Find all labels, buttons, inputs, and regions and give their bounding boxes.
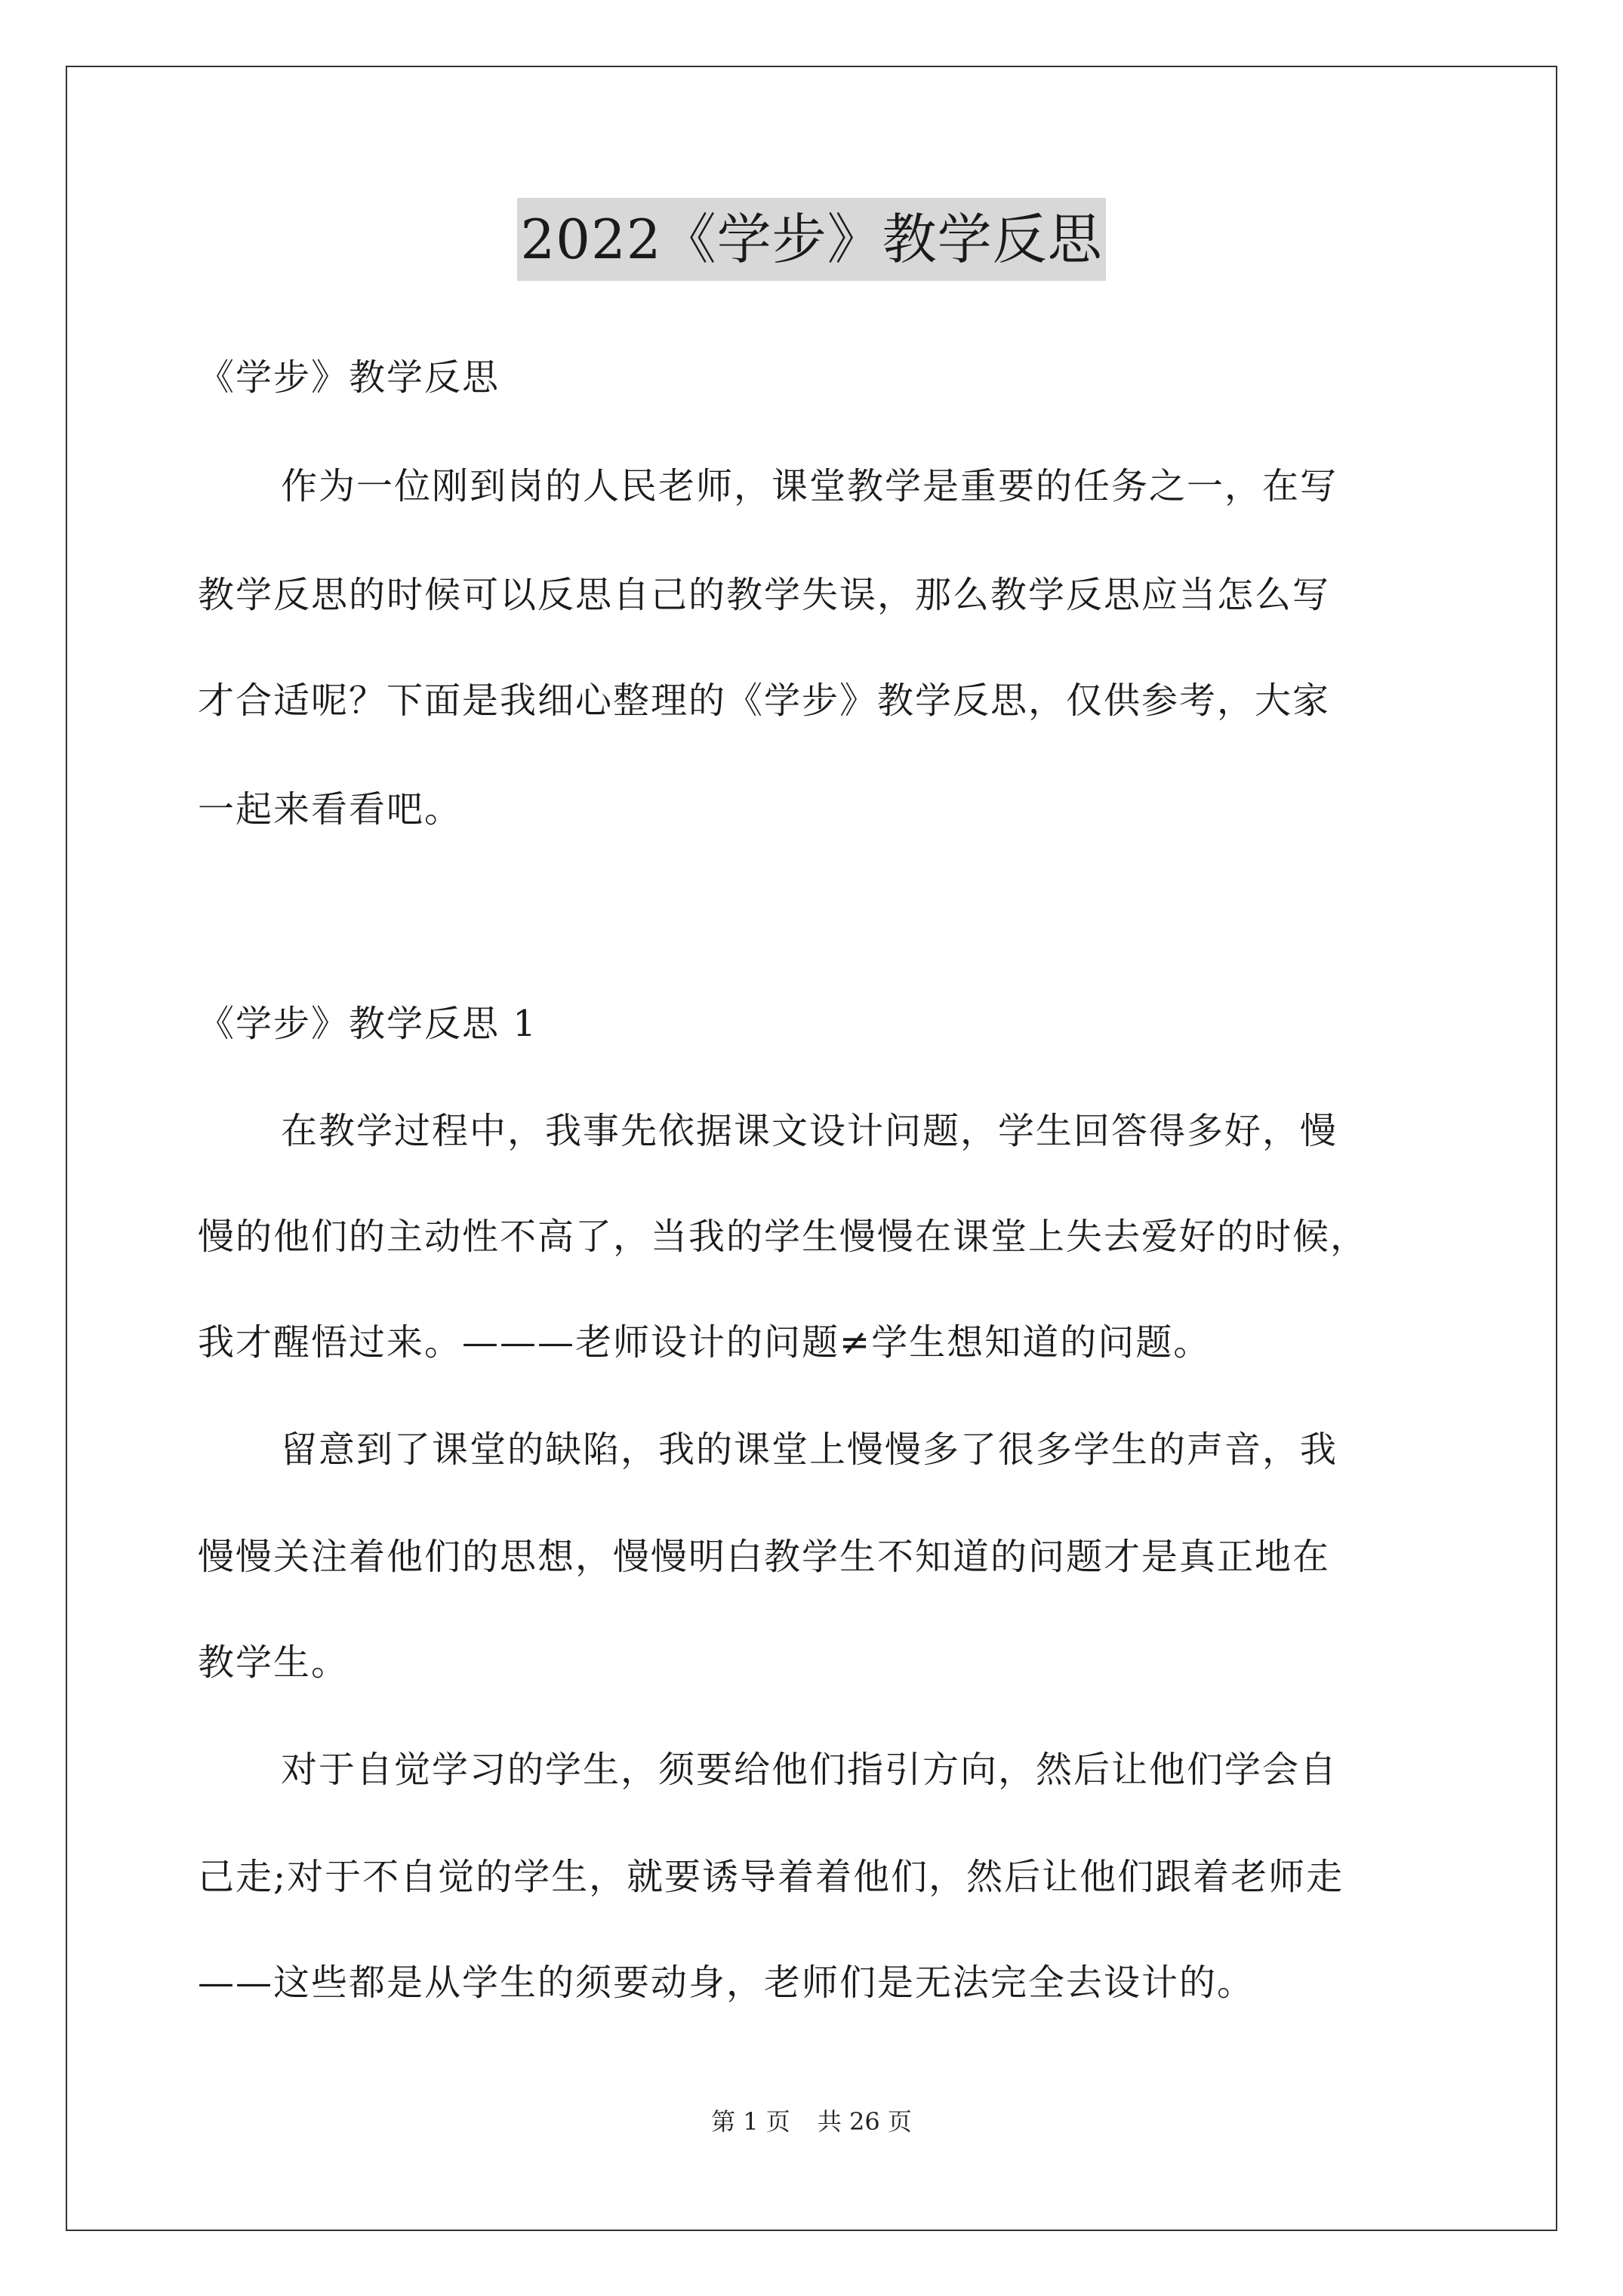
paragraph3-line-2: 己走;对于不自觉的学生，就要诱导着着他们，然后让他们跟着老师走 [198,1856,1344,1898]
paragraph1-line-2: 慢的他们的主动性不高了，当我的学生慢慢在课堂上失去爱好的时候， [198,1216,1369,1258]
intro-line-2: 教学反思的时候可以反思自己的教学失误，那么教学反思应当怎么写 [198,574,1331,616]
document-subtitle: 《学步》教学反思 [198,356,500,399]
intro-line-4: 一起来看看吧。 [198,788,463,831]
section-title: 《学步》教学反思 1 [198,1003,537,1045]
paragraph3-line-3: ——这些都是从学生的须要动身，老师们是无法完全去设计的。 [198,1962,1255,2004]
paragraph3-line-1: 对于自觉学习的学生，须要给他们指引方向，然后让他们学会自 [281,1749,1338,1791]
paragraph2-line-3: 教学生。 [198,1641,350,1684]
paragraph1-line-1: 在教学过程中，我事先依据课文设计问题，学生回答得多好，慢 [281,1110,1338,1152]
intro-line-1: 作为一位刚到岗的人民老师，课堂教学是重要的任务之一，在写 [281,465,1338,507]
title-container [0,198,1623,281]
page-total: 共 26 页 [817,2107,912,2136]
page-footer [0,2106,1623,2137]
intro-line-3: 才合适呢？下面是我细心整理的《学步》教学反思，仅供参考，大家 [198,680,1331,722]
page-number: 第 1 页 [711,2107,790,2136]
paragraph1-line-3: 我才醒悟过来。———老师设计的问题≠学生想知道的问题。 [198,1321,1212,1364]
paragraph2-line-1: 留意到了课堂的缺陷，我的课堂上慢慢多了很多学生的声音，我 [281,1428,1338,1471]
document-title: 2022《学步》教学反思 [517,198,1105,281]
paragraph2-line-2: 慢慢关注着他们的思想，慢慢明白教学生不知道的问题才是真正地在 [198,1536,1331,1578]
